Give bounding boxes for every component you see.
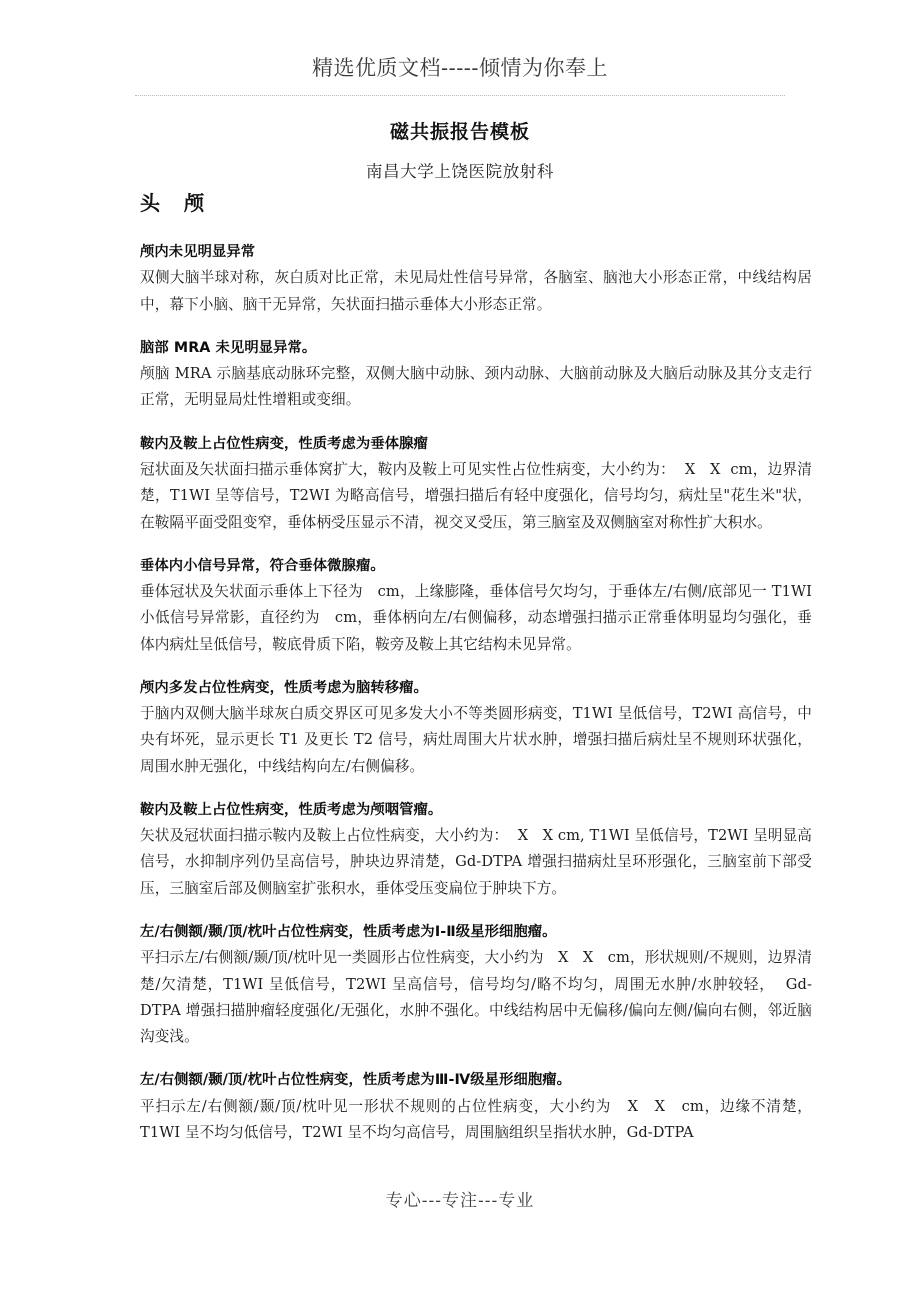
entry-body: 于脑内双侧大脑半球灰白质交界区可见多发大小不等类圆形病变，T1WI 呈低信号，T2WI 高信号，中央有坏死，显示更长 T1 及更长 T2 信号，病灶周围大片状水肿，增强扫描后病灶呈不规则环状强化，周围水肿无强化，中线结构向左/右侧偏移。 <box>140 705 812 775</box>
document-subtitle: 南昌大学上饶医院放射科 <box>365 162 555 181</box>
footer-text: 专心---专注---专业 <box>385 1191 535 1211</box>
report-entry <box>140 922 812 1050</box>
document-body <box>140 190 817 1166</box>
report-entry <box>140 434 812 536</box>
entry-title: 鞍内及鞍上占位性病变，性质考虑为垂体腺瘤 <box>140 435 428 452</box>
report-entry <box>140 338 812 414</box>
header-watermark-text: 精选优质文档-----倾情为你奉上 <box>312 56 608 80</box>
entry-title: 垂体内小信号异常，符合垂体微腺瘤。 <box>140 557 385 574</box>
entry-title: 左/右侧额/颞/顶/枕叶占位性病变，性质考虑为Ⅰ-Ⅱ级星形细胞瘤。 <box>140 923 557 940</box>
entry-title: 颅内未见明显异常 <box>140 244 256 260</box>
entry-body: 颅脑 MRA 示脑基底动脉环完整，双侧大脑中动脉、颈内动脉、大脑前动脉及大脑后动脉及其分支走行正常，无明显局灶性增粗或变细。 <box>140 365 812 409</box>
entry-title: 脑部 MRA 未见明显异常。 <box>140 339 317 356</box>
report-entry <box>140 556 817 658</box>
report-entry <box>140 678 812 780</box>
header-divider-rule <box>135 95 785 96</box>
entry-body: 矢状及冠状面扫描示鞍内及鞍上占位性病变，大小约为： X X cm, T1WI 呈低信号，T2WI 呈明显高信号，水抑制序列仍呈高信号，肿块边界清楚，Gd-DTPA 增强扫描病灶呈环形强化，三脑室前下部受压，三脑室后部及侧脑室扩张积水，垂体受压变扁位于肿块下方。 <box>140 827 812 897</box>
entry-title: 颅内多发占位性病变，性质考虑为脑转移瘤。 <box>140 679 428 696</box>
document-title: 磁共振报告模板 <box>389 121 530 143</box>
entry-title: 鞍内及鞍上占位性病变，性质考虑为颅咽管瘤。 <box>140 801 443 818</box>
entry-body: 平扫示左/右侧额/颞/顶/枕叶见一类圆形占位性病变，大小约为 X X cm，形状规则/不规则，边界清楚/欠清楚，T1WI 呈低信号，T2WI 呈高信号，信号均匀/略不均匀，周围无水肿/水肿较轻， Gd-DTPA 增强扫描肿瘤轻度强化/无强化，水肿不强化。中线结构居中无偏移/偏向左侧/偏向右侧，邻近脑沟变浅。 <box>140 949 812 1045</box>
entry-title: 左/右侧额/颞/顶/枕叶占位性病变，性质考虑为Ⅲ-Ⅳ级星形细胞瘤。 <box>140 1072 572 1089</box>
entry-body: 冠状面及矢状面扫描示垂体窝扩大，鞍内及鞍上可见实性占位性病变，大小约为： X X cm，边界清楚，T1WI 呈等信号，T2WI 为略高信号，增强扫描后有轻中度强化，信号均匀，病灶呈"花生米"状，在鞍隔平面受阻变窄，垂体柄受压显示不清，视交叉受压，第三脑室及双侧脑室对称性扩大积水。 <box>140 461 812 531</box>
entry-body: 垂体冠状及矢状面示垂体上下径为 cm，上缘膨隆，垂体信号欠均匀，于垂体左/右侧/底部见一 T1WI 小低信号异常影，直径约为 cm，垂体柄向左/右侧偏移，动态增强扫描示正常垂体明显均匀强化，垂体内病灶呈低信号，鞍底骨质下陷，鞍旁及鞍上其它结构未见异常。 <box>140 583 817 653</box>
page-footer <box>0 1186 920 1211</box>
report-entry <box>140 800 812 902</box>
report-entry <box>140 1070 812 1146</box>
report-entry <box>140 242 812 318</box>
entry-body: 平扫示左/右侧额/颞/顶/枕叶见一形状不规则的占位性病变，大小约为 X X cm，边缘不清楚，T1WI 呈不均匀低信号，T2WI 呈不均匀高信号，周围脑组织呈指状水肿，Gd-DTPA <box>140 1097 812 1141</box>
entry-body: 双侧大脑半球对称，灰白质对比正常，未见局灶性信号异常，各脑室、脑池大小形态正常，中线结构居中，幕下小脑、脑干无异常，矢状面扫描示垂体大小形态正常。 <box>140 269 812 313</box>
page-header <box>0 56 920 81</box>
section-heading-head-skull: 头 颅 <box>140 191 206 215</box>
